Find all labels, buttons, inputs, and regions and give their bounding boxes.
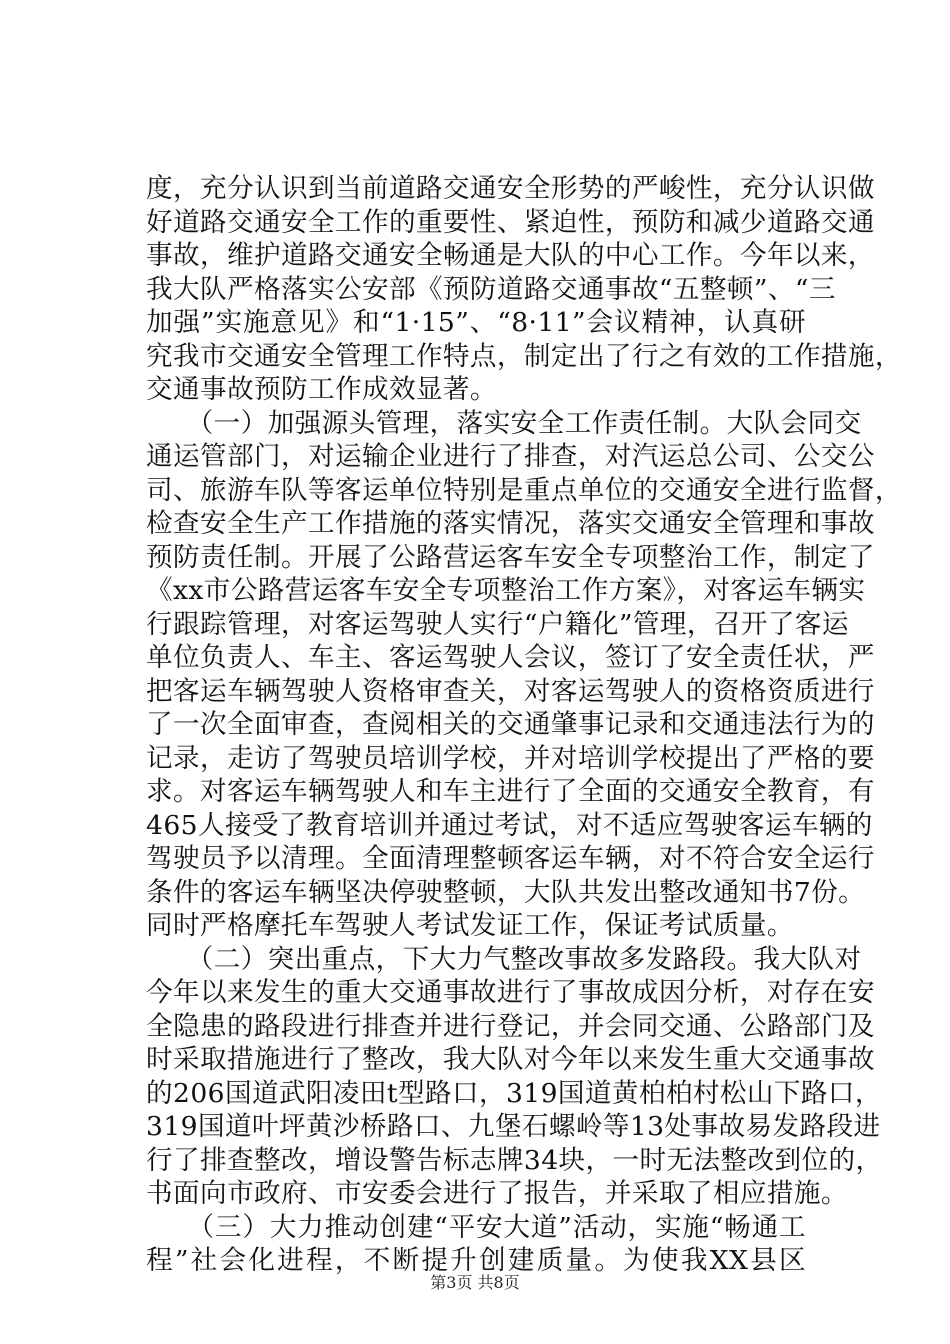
text-line: 驾驶员予以清理。全面清理整顿客运车辆，对不符合安全运行 xyxy=(146,843,875,874)
text-line: 求。对客运车辆驾驶人和车主进行了全面的交通安全教育，有 xyxy=(146,776,875,807)
text-line: 交通事故预防工作成效显著。 xyxy=(146,374,497,405)
text-line: 《xx市公路营运客车安全专项整治工作方案》，对客运车辆实 xyxy=(146,575,866,606)
text-line: 了一次全面审查，查阅相关的交通肇事记录和交通违法行为的 xyxy=(146,709,875,740)
text-line: （三）大力推动创建“平安大道”活动，实施“畅通工 xyxy=(146,1211,806,1243)
text-line: 条件的客运车辆坚决停驶整顿，大队共发出整改通知书7份。 xyxy=(146,876,866,908)
text-line: 的206国道武阳凌田t型路口，319国道黄柏柏村松山下路口， xyxy=(146,1077,882,1109)
text-line: 465人接受了教育培训并通过考试，对不适应驾驶客运车辆的 xyxy=(146,809,873,841)
text-line: 行跟踪管理，对客运驾驶人实行“户籍化”管理，召开了客运 xyxy=(146,608,849,640)
text-line: 同时严格摩托车驾驶人考试发证工作，保证考试质量。 xyxy=(146,910,794,941)
text-line: 行了排查整改，增设警告标志牌34块，一时无法整改到位的， xyxy=(146,1144,883,1176)
page-footer: 第3页 共8页 xyxy=(430,1273,520,1292)
body-text xyxy=(146,172,902,1278)
text-line: 全隐患的路段进行排查并进行登记，并会同交通、公路部门及 xyxy=(146,1010,875,1042)
text-line: 检查安全生产工作措施的落实情况，落实交通安全管理和事故 xyxy=(146,508,875,539)
text-line: 我大队严格落实公安部《预防道路交通事故“五整顿”、“三 xyxy=(146,273,836,305)
text-line: 单位负责人、车主、客运驾驶人会议，签订了安全责任状，严 xyxy=(146,642,875,673)
text-line: 司、旅游车队等客运单位特别是重点单位的交通安全进行监督， xyxy=(146,474,902,506)
text-line: 把客运车辆驾驶人资格审查关，对客运驾驶人的资格资质进行 xyxy=(146,675,875,707)
text-line: 程”社会化进程，不断提升创建质量。为使我XX县区 xyxy=(146,1245,806,1276)
text-line: 预防责任制。开展了公路营运客车安全专项整治工作，制定了 xyxy=(146,541,875,573)
text-line: 今年以来发生的重大交通事故进行了事故成因分析，对存在安 xyxy=(146,977,875,1008)
text-line: 通运管部门，对运输企业进行了排查，对汽运总公司、公交公 xyxy=(146,441,875,472)
text-line: 究我市交通安全管理工作特点，制定出了行之有效的工作措施， xyxy=(146,340,902,372)
text-line: 加强”实施意见》和“1·15”、“8·11”会议精神，认真研 xyxy=(146,307,806,338)
text-line: 319国道叶坪黄沙桥路口、九堡石螺岭等13处事故易发路段进 xyxy=(146,1111,881,1142)
text-line: 度，充分认识到当前道路交通安全形势的严峻性，充分认识做 xyxy=(146,173,875,204)
text-line: 时采取措施进行了整改，我大队对今年以来发生重大交通事故 xyxy=(146,1044,875,1075)
text-line: 记录，走访了驾驶员培训学校，并对培训学校提出了严格的要 xyxy=(146,742,875,774)
text-line: 书面向市政府、市安委会进行了报告，并采取了相应措施。 xyxy=(146,1178,848,1209)
text-line: 事故，维护道路交通安全畅通是大队的中心工作。今年以来， xyxy=(146,240,875,271)
text-line: （一）加强源头管理，落实安全工作责任制。大队会同交 xyxy=(146,407,862,439)
text-line: 好道路交通安全工作的重要性、紧迫性，预防和减少道路交通 xyxy=(146,206,875,238)
text-line: （二）突出重点，下大力气整改事故多发路段。我大队对 xyxy=(146,943,862,975)
